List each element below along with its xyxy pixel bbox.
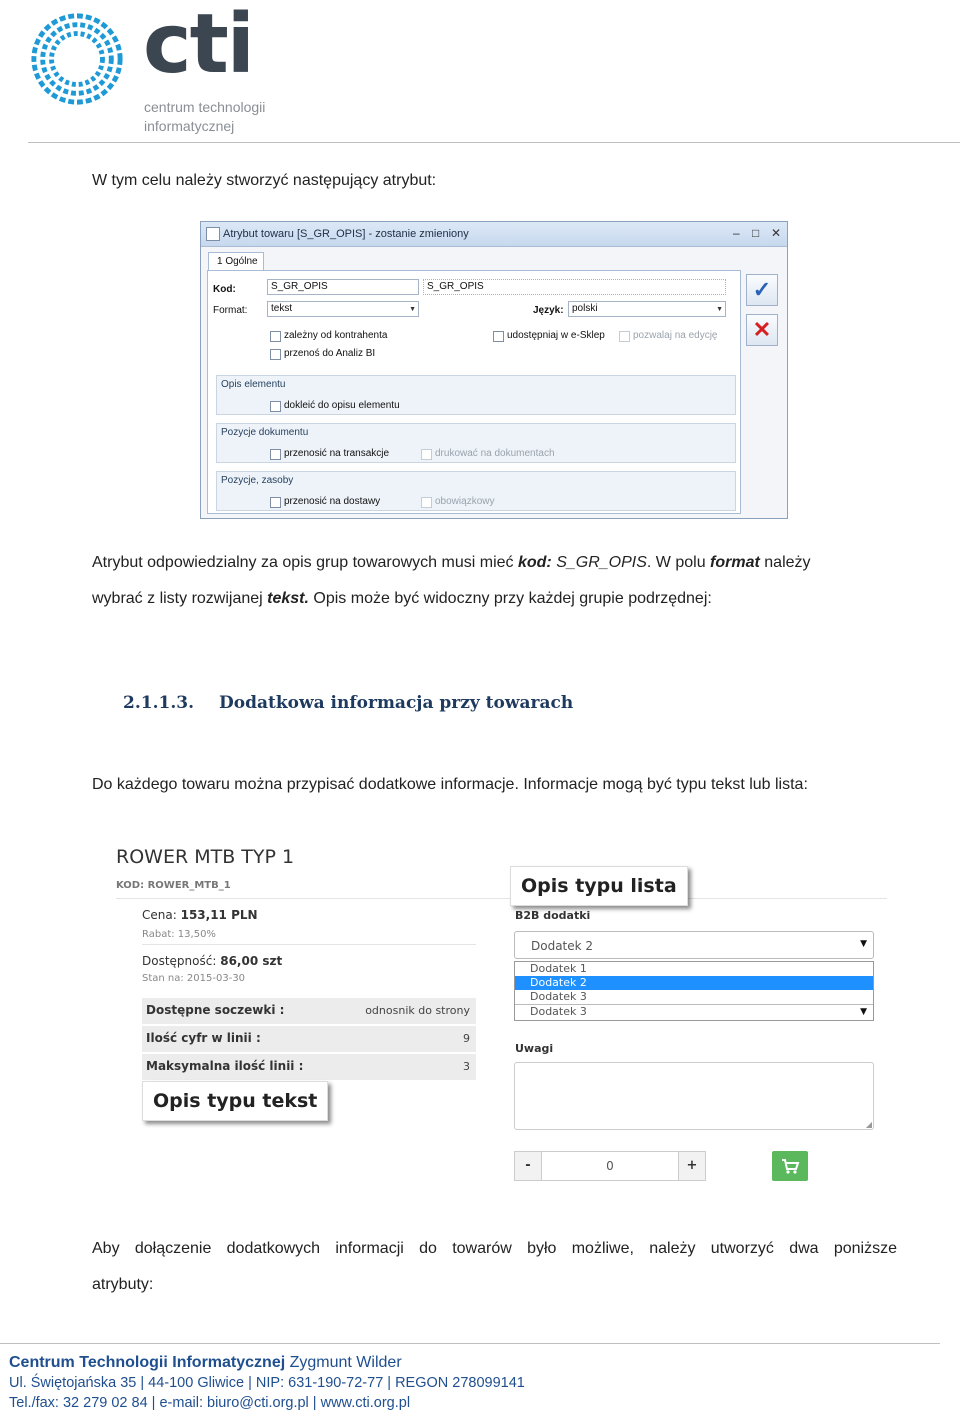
cancel-button[interactable]: ✕ bbox=[746, 314, 778, 346]
attribute-row-value: 3 bbox=[463, 1060, 470, 1073]
text-segment: należy bbox=[759, 554, 811, 571]
price-row bbox=[142, 908, 258, 922]
text-segment: Opis może być widoczny przy każdej grupie podrzędnej: bbox=[308, 590, 712, 607]
attribute-row bbox=[142, 1054, 476, 1080]
price-divider bbox=[142, 944, 476, 945]
attribute-description bbox=[92, 545, 897, 617]
kod-field[interactable]: S_GR_OPIS bbox=[267, 279, 419, 295]
kod-label: Kod: bbox=[213, 284, 236, 295]
qty-input[interactable]: 0 bbox=[606, 1159, 614, 1173]
header-divider bbox=[28, 142, 960, 143]
save-button[interactable]: ✓ bbox=[746, 274, 778, 306]
closing-paragraph-line1: Aby dołączenie dodatkowych informacji do towarów było możliwe, należy utworzyć dwa poniższe bbox=[92, 1240, 897, 1257]
product-title: ROWER MTB TYP 1 bbox=[116, 846, 295, 868]
discount-text: Rabat: 13,50% bbox=[142, 929, 216, 940]
caret-down-icon: ▼ bbox=[860, 1007, 867, 1017]
price-value: 153,11 PLN bbox=[180, 908, 258, 922]
format-select-value: tekst bbox=[271, 303, 293, 314]
dostawy-label: przenosić na dostawy bbox=[284, 496, 381, 507]
close-icon[interactable]: ✕ bbox=[771, 226, 782, 240]
logo-subtitle-line1: centrum technologii bbox=[144, 99, 266, 115]
text-segment: wybrać z listy rozwijanej bbox=[92, 590, 268, 607]
kod-emphasis: kod: bbox=[517, 554, 552, 571]
tekst-emphasis: tekst. bbox=[267, 590, 309, 607]
attribute-row bbox=[142, 1026, 476, 1052]
group-pozycje-zasoby bbox=[216, 471, 736, 511]
jezyk-select-value: polski bbox=[572, 303, 598, 314]
caret-down-icon: ▼ bbox=[860, 939, 867, 949]
dostawy-checkbox[interactable] bbox=[270, 497, 281, 508]
attribute-row-value: 9 bbox=[463, 1032, 470, 1045]
closing-paragraph bbox=[92, 1231, 897, 1303]
dialog-titlebar bbox=[201, 222, 787, 247]
transakcje-label: przenosić na transakcje bbox=[284, 448, 390, 459]
group-title: Opis elementu bbox=[221, 379, 286, 390]
footer-address: Ul. Świętojańska 35 | 44-100 Gliwice | NIP: 631-190-72-77 | REGON 278099141 bbox=[9, 1375, 525, 1391]
attribute-row-label: Ilość cyfr w linii : bbox=[146, 1031, 261, 1045]
callout-opis-tekst: Opis typu tekst bbox=[142, 1081, 328, 1121]
analiz-checkbox[interactable] bbox=[270, 349, 281, 360]
uwagi-label: Uwagi bbox=[515, 1042, 554, 1055]
tab-ogolne-label: 1 Ogólne bbox=[217, 256, 258, 267]
cart-icon bbox=[772, 1151, 808, 1181]
jezyk-label: Język: bbox=[533, 305, 564, 316]
footer-divider bbox=[0, 1343, 940, 1344]
resize-handle-icon[interactable]: ◢ bbox=[865, 1120, 872, 1129]
zalezny-checkbox[interactable] bbox=[270, 331, 281, 342]
attribute-description-line2 bbox=[92, 581, 897, 617]
attribute-row-link[interactable]: odnosnik do strony bbox=[365, 1004, 470, 1017]
chevron-down-icon: ▼ bbox=[409, 306, 416, 313]
section-heading bbox=[123, 693, 573, 713]
dialog-panel bbox=[207, 270, 741, 514]
text-segment: Atrybut odpowiedzialny za opis grup towarowych musi mieć bbox=[92, 554, 518, 571]
availability-value: 86,00 szt bbox=[220, 954, 283, 968]
footer-company bbox=[9, 1352, 402, 1373]
group-opis-elementu bbox=[216, 375, 736, 415]
attribute-dialog bbox=[200, 221, 788, 519]
group-title: Pozycje dokumentu bbox=[221, 427, 309, 438]
footer-contact: Tel./fax: 32 279 02 84 | e-mail: biuro@cti.org.pl | www.cti.org.pl bbox=[9, 1395, 411, 1411]
format-select[interactable] bbox=[267, 301, 419, 317]
b2b-select-collapsed-value: Dodatek 3 bbox=[530, 1005, 587, 1018]
dropdown-option-selected[interactable]: Dodatek 2 bbox=[515, 976, 873, 990]
footer-owner: Zygmunt Wilder bbox=[285, 1354, 402, 1371]
product-code: KOD: ROWER_MTB_1 bbox=[116, 880, 231, 891]
format-emphasis: format bbox=[710, 554, 760, 571]
chevron-down-icon: ▼ bbox=[716, 306, 723, 313]
dropdown-option[interactable]: Dodatek 1 bbox=[530, 962, 587, 975]
text-segment: . W polu bbox=[646, 554, 711, 571]
dropdown-option[interactable]: Dodatek 3 bbox=[530, 990, 587, 1003]
intro-paragraph: W tym celu należy stworzyć następujący atrybut: bbox=[92, 172, 437, 189]
b2b-select[interactable] bbox=[514, 931, 874, 959]
jezyk-select[interactable] bbox=[568, 301, 726, 317]
dialog-app-icon bbox=[206, 227, 220, 241]
group-title: Pozycje, zasoby bbox=[221, 475, 294, 486]
qty-minus-button[interactable]: - bbox=[515, 1152, 542, 1180]
edycja-label: pozwalaj na edycję bbox=[633, 330, 718, 341]
b2b-label: B2B dodatki bbox=[515, 909, 591, 922]
qty-plus-button[interactable]: + bbox=[678, 1152, 705, 1180]
uwagi-textarea[interactable] bbox=[514, 1062, 874, 1130]
section-title: Dodatkowa informacja przy towarach bbox=[219, 693, 574, 713]
dialog-title: Atrybut towaru [S_GR_OPIS] - zostanie zmieniony bbox=[223, 228, 469, 240]
price-label: Cena: bbox=[142, 908, 177, 922]
esklep-checkbox[interactable] bbox=[493, 331, 504, 342]
stock-date: Stan na: 2015-03-30 bbox=[142, 973, 246, 984]
add-to-cart-button[interactable] bbox=[772, 1151, 808, 1181]
attribute-description-line1 bbox=[92, 545, 897, 581]
doklejac-checkbox[interactable] bbox=[270, 401, 281, 412]
b2b-select-value: Dodatek 2 bbox=[531, 939, 594, 953]
format-label: Format: bbox=[213, 305, 248, 316]
callout-opis-lista: Opis typu lista bbox=[510, 866, 688, 906]
esklep-label: udostępniaj w e-Sklep bbox=[507, 330, 605, 341]
tab-ogolne[interactable] bbox=[208, 252, 264, 271]
closing-paragraph-line2: atrybuty: bbox=[92, 1276, 154, 1293]
group-pozycje-dokumentu bbox=[216, 423, 736, 463]
edycja-checkbox[interactable] bbox=[619, 331, 630, 342]
availability-label: Dostępność: bbox=[142, 954, 217, 968]
obowiazkowy-checkbox[interactable] bbox=[421, 497, 432, 508]
availability-row bbox=[142, 954, 282, 968]
cti-logo-icon bbox=[28, 10, 126, 108]
attribute-row-label: Dostępne soczewki : bbox=[146, 1003, 285, 1017]
maximize-icon[interactable]: □ bbox=[752, 226, 760, 240]
b2b-dropdown-list bbox=[514, 961, 874, 1021]
quantity-stepper bbox=[514, 1151, 706, 1181]
drukowac-checkbox[interactable] bbox=[421, 449, 432, 460]
drukowac-label: drukować na dokumentach bbox=[435, 448, 555, 459]
logo-wordmark: cti bbox=[143, 0, 253, 92]
kod-name-field[interactable]: S_GR_OPIS bbox=[423, 279, 726, 295]
zalezny-label: zależny od kontrahenta bbox=[284, 330, 388, 341]
transakcje-checkbox[interactable] bbox=[270, 449, 281, 460]
b2b-select-collapsed[interactable] bbox=[515, 1004, 873, 1018]
logo-subtitle bbox=[144, 98, 265, 136]
footer-company-name: Centrum Technologii Informatycznej bbox=[9, 1354, 286, 1371]
obowiazkowy-label: obowiązkowy bbox=[435, 496, 495, 507]
doklejac-label: dokleić do opisu elementu bbox=[284, 400, 400, 411]
logo-subtitle-line2: informatycznej bbox=[144, 118, 235, 134]
attribute-row-label: Maksymalna ilość linii : bbox=[146, 1059, 304, 1073]
analiz-label: przenoś do Analiz BI bbox=[284, 348, 376, 359]
info-paragraph: Do każdego towaru można przypisać dodatkowe informacje. Informacje mogą być typu tekst lub lista: bbox=[92, 776, 808, 793]
product-divider bbox=[116, 898, 887, 899]
section-number: 2.1.1.3. bbox=[123, 693, 194, 713]
attribute-row bbox=[142, 998, 476, 1024]
kod-value-emphasis: S_GR_OPIS bbox=[551, 554, 647, 571]
minimize-icon[interactable]: – bbox=[733, 226, 740, 240]
